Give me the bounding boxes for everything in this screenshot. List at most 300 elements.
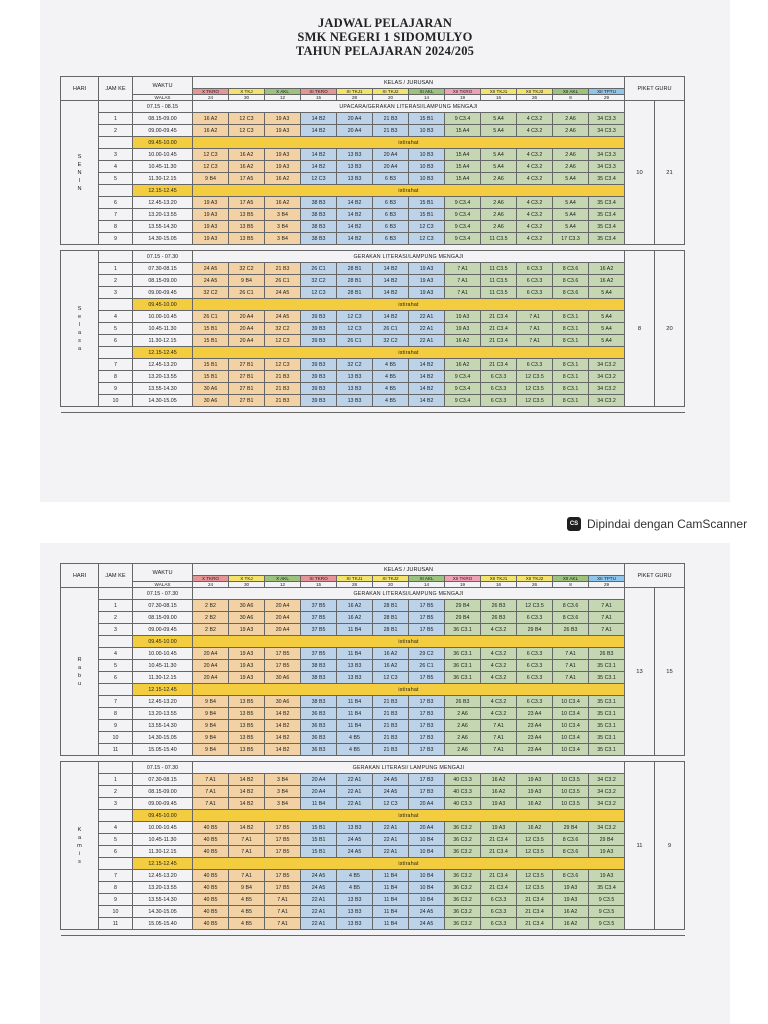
subject-cell: 36 B3 xyxy=(301,732,337,744)
walas-cell: 15 xyxy=(301,95,337,101)
class-name-cell: XII TKJ2 xyxy=(517,89,553,95)
waktu-cell: 11.30-12.15 xyxy=(133,672,193,684)
subject-cell: 6 C3.3 xyxy=(481,918,517,930)
class-name-cell: XI TKJ2 xyxy=(373,576,409,582)
subject-cell: 7 A1 xyxy=(481,732,517,744)
schedule-row xyxy=(61,197,685,209)
subject-cell: 19 A3 xyxy=(193,221,229,233)
subject-cell: 3 B4 xyxy=(265,798,301,810)
waktu-cell: 15.05-15.40 xyxy=(133,744,193,756)
subject-cell: 26 B3 xyxy=(553,624,589,636)
jam-ke-cell: 4 xyxy=(99,311,133,323)
waktu-cell: 10.45-11.30 xyxy=(133,323,193,335)
subject-cell: 29 B4 xyxy=(589,834,625,846)
subject-cell: 20 A4 xyxy=(193,660,229,672)
walas-cell: 16 xyxy=(481,95,517,101)
subject-cell: 24 A5 xyxy=(409,918,445,930)
schedule-page-2 xyxy=(40,543,730,1024)
subject-cell: 40 B5 xyxy=(193,894,229,906)
subject-cell: 11 B4 xyxy=(373,894,409,906)
class-name-cell: X AKL xyxy=(265,576,301,582)
subject-cell: 7 A1 xyxy=(445,287,481,299)
jam-ke-cell: 3 xyxy=(99,287,133,299)
subject-cell: 5 A4 xyxy=(589,323,625,335)
class-name-cell: XI TKJ1 xyxy=(337,89,373,95)
subject-cell: 19 A3 xyxy=(589,846,625,858)
subject-cell: 10 B4 xyxy=(409,882,445,894)
subject-cell: 23 A4 xyxy=(517,732,553,744)
subject-cell: 16 A2 xyxy=(553,906,589,918)
title-line-1: JADWAL PELAJARAN xyxy=(317,16,453,30)
subject-cell: 8 C3.6 xyxy=(553,846,589,858)
subject-cell: 21 C3.4 xyxy=(517,894,553,906)
subject-cell: 4 B5 xyxy=(229,918,265,930)
subject-cell: 14 B2 xyxy=(337,197,373,209)
subject-cell: 38 B3 xyxy=(301,233,337,245)
subject-cell: 11 B4 xyxy=(337,696,373,708)
subject-cell: 19 A3 xyxy=(409,263,445,275)
subject-cell: 6 C3.3 xyxy=(517,696,553,708)
subject-cell: 12 C3 xyxy=(193,161,229,173)
schedule-row xyxy=(61,395,685,407)
subject-cell: 3 B4 xyxy=(265,233,301,245)
subject-cell: 24 A5 xyxy=(337,846,373,858)
jam-ke-cell xyxy=(99,684,133,696)
subject-cell: 28 B1 xyxy=(373,624,409,636)
subject-cell: 8 C3.1 xyxy=(553,395,589,407)
jam-ke-cell xyxy=(99,101,133,113)
jam-ke-cell: 8 xyxy=(99,708,133,720)
subject-cell: 19 A3 xyxy=(517,774,553,786)
jam-ke-cell: 3 xyxy=(99,798,133,810)
subject-cell: 4 C3.2 xyxy=(517,197,553,209)
subject-cell: 5 A4 xyxy=(481,161,517,173)
subject-cell: 17 B5 xyxy=(265,870,301,882)
subject-cell: 9 C3.4 xyxy=(445,383,481,395)
subject-cell: 15 B1 xyxy=(409,197,445,209)
waktu-cell: 08.15-09.00 xyxy=(133,612,193,624)
subject-cell: 13 B3 xyxy=(337,383,373,395)
schedule-row xyxy=(61,371,685,383)
subject-cell: 6 C3.3 xyxy=(481,894,517,906)
waktu-cell: 08.15-09.00 xyxy=(133,275,193,287)
subject-cell: 7 A1 xyxy=(553,672,589,684)
subject-cell: 2 B2 xyxy=(193,600,229,612)
schedule-row xyxy=(61,335,685,347)
subject-cell: 15 B1 xyxy=(193,323,229,335)
subject-cell: 39 B3 xyxy=(301,335,337,347)
subject-cell: 19 A3 xyxy=(409,287,445,299)
walas-cell: 28 xyxy=(337,582,373,588)
waktu-cell: 07.30-08.15 xyxy=(133,774,193,786)
class-name-cell: XII AKL xyxy=(553,576,589,582)
subject-cell: 17 B5 xyxy=(265,882,301,894)
subject-cell: 4 C3.2 xyxy=(481,708,517,720)
subject-cell: 13 B3 xyxy=(337,672,373,684)
subject-cell: 21 B3 xyxy=(373,113,409,125)
subject-cell: 9 B4 xyxy=(193,708,229,720)
class-name-cell: X TKJ xyxy=(229,576,265,582)
jam-ke-cell: 2 xyxy=(99,275,133,287)
schedule-row xyxy=(61,149,685,161)
subject-cell: 16 A2 xyxy=(517,822,553,834)
schedule-row xyxy=(61,311,685,323)
subject-cell: 36 C3.2 xyxy=(445,894,481,906)
subject-cell: 14 B2 xyxy=(265,732,301,744)
subject-cell: 2 A6 xyxy=(445,732,481,744)
jam-ke-cell: 10 xyxy=(99,732,133,744)
subject-cell: 35 C3.4 xyxy=(589,221,625,233)
subject-cell: 6 C3.3 xyxy=(517,612,553,624)
subject-cell: 19 A3 xyxy=(229,672,265,684)
subject-cell: 21 C3.4 xyxy=(481,323,517,335)
jam-ke-cell: 7 xyxy=(99,870,133,882)
subject-cell: 17 B5 xyxy=(265,846,301,858)
class-name-cell: XII TKRO xyxy=(445,89,481,95)
subject-cell: 8 C3.6 xyxy=(553,600,589,612)
subject-cell: 6 B3 xyxy=(373,209,409,221)
jam-ke-cell: 5 xyxy=(99,660,133,672)
header-walas: WALAS xyxy=(133,95,193,101)
subject-cell: 21 B3 xyxy=(265,383,301,395)
subject-cell: 11 C3.5 xyxy=(481,263,517,275)
waktu-cell: 11.30-12.15 xyxy=(133,846,193,858)
subject-cell: 6 C3.3 xyxy=(517,660,553,672)
subject-cell: 16 A2 xyxy=(481,786,517,798)
subject-cell: 17 B3 xyxy=(409,786,445,798)
subject-cell: 24 A5 xyxy=(265,287,301,299)
subject-cell: 17 B3 xyxy=(409,696,445,708)
schedule-row xyxy=(61,383,685,395)
subject-cell: 10 C3.4 xyxy=(553,732,589,744)
subject-cell: 20 A4 xyxy=(337,125,373,137)
activity-row: GERAKAN LITERASI/LAMPUNG MENGAJI xyxy=(193,251,625,263)
schedule-row xyxy=(61,906,685,918)
subject-cell: 4 B5 xyxy=(373,395,409,407)
subject-cell: 15 A4 xyxy=(445,125,481,137)
walas-cell: 12 xyxy=(265,582,301,588)
subject-cell: 32 C2 xyxy=(229,263,265,275)
subject-cell: 14 B2 xyxy=(337,221,373,233)
subject-cell: 6 B3 xyxy=(373,233,409,245)
subject-cell: 29 B4 xyxy=(445,612,481,624)
subject-cell: 9 C3.4 xyxy=(445,209,481,221)
activity-row: UPACARA/GERAKAN LITERASI/LAMPUNG MENGAJI xyxy=(193,101,625,113)
waktu-cell: 09.00-09.45 xyxy=(133,125,193,137)
subject-cell: 35 C3.4 xyxy=(589,209,625,221)
subject-cell: 17 B3 xyxy=(409,708,445,720)
subject-cell: 21 C3.4 xyxy=(481,846,517,858)
waktu-cell: 14.30-15.05 xyxy=(133,732,193,744)
subject-cell: 13 B5 xyxy=(229,233,265,245)
subject-cell: 12 C3.5 xyxy=(517,882,553,894)
subject-cell: 13 B5 xyxy=(229,708,265,720)
waktu-cell: 09.45-10.00 xyxy=(133,299,193,311)
jam-ke-cell: 8 xyxy=(99,371,133,383)
subject-cell: 19 A3 xyxy=(193,197,229,209)
schedule-row xyxy=(61,323,685,335)
subject-cell: 20 A4 xyxy=(301,786,337,798)
subject-cell: 14 B2 xyxy=(373,311,409,323)
subject-cell: 40 C3.3 xyxy=(445,774,481,786)
subject-cell: 38 B3 xyxy=(301,197,337,209)
subject-cell: 13 B5 xyxy=(229,744,265,756)
subject-cell: 20 A4 xyxy=(265,624,301,636)
subject-cell: 8 C3.6 xyxy=(553,834,589,846)
subject-cell: 8 C3.6 xyxy=(553,870,589,882)
subject-cell: 17 B3 xyxy=(409,744,445,756)
subject-cell: 5 A4 xyxy=(553,209,589,221)
subject-cell: 28 B1 xyxy=(337,263,373,275)
subject-cell: 8 C3.1 xyxy=(553,359,589,371)
subject-cell: 17 B3 xyxy=(409,774,445,786)
subject-cell: 20 A4 xyxy=(373,161,409,173)
subject-cell: 6 B3 xyxy=(373,197,409,209)
subject-cell: 10 C3.5 xyxy=(553,774,589,786)
waktu-cell: 12.45-13.20 xyxy=(133,359,193,371)
subject-cell: 4 B5 xyxy=(229,906,265,918)
subject-cell: 12 C3.5 xyxy=(517,395,553,407)
waktu-cell: 09.00-09.45 xyxy=(133,287,193,299)
subject-cell: 16 A2 xyxy=(229,149,265,161)
subject-cell: 12 C3.5 xyxy=(517,870,553,882)
waktu-cell: 10.45-11.30 xyxy=(133,660,193,672)
subject-cell: 16 A2 xyxy=(229,161,265,173)
subject-cell: 21 B3 xyxy=(265,263,301,275)
subject-cell: 35 C3.1 xyxy=(589,696,625,708)
subject-cell: 19 A3 xyxy=(553,894,589,906)
schedule-row xyxy=(61,672,685,684)
subject-cell: 36 C3.2 xyxy=(445,918,481,930)
subject-cell: 5 A4 xyxy=(553,197,589,209)
subject-cell: 2 A6 xyxy=(445,720,481,732)
subject-cell: 21 C3.4 xyxy=(481,311,517,323)
subject-cell: 6 C3.3 xyxy=(517,275,553,287)
subject-cell: 40 B5 xyxy=(193,834,229,846)
subject-cell: 12 C3.5 xyxy=(517,834,553,846)
subject-cell: 2 A6 xyxy=(481,173,517,185)
subject-cell: 6 C3.3 xyxy=(481,395,517,407)
break-row: istirahat xyxy=(193,299,625,311)
schedule-row xyxy=(61,858,685,870)
subject-cell: 10 B3 xyxy=(409,161,445,173)
schedule-row xyxy=(61,600,685,612)
class-name-cell: XI AKL xyxy=(409,89,445,95)
subject-cell: 9 C3.5 xyxy=(589,906,625,918)
waktu-cell: 15.05-15.40 xyxy=(133,918,193,930)
subject-cell: 5 A4 xyxy=(481,113,517,125)
subject-cell: 16 A2 xyxy=(481,774,517,786)
jam-ke-cell: 7 xyxy=(99,696,133,708)
class-name-cell: X TKJ xyxy=(229,89,265,95)
subject-cell: 14 B2 xyxy=(409,371,445,383)
subject-cell: 21 C3.4 xyxy=(517,906,553,918)
jam-ke-cell: 9 xyxy=(99,233,133,245)
subject-cell: 22 A1 xyxy=(409,311,445,323)
subject-cell: 4 C3.2 xyxy=(481,660,517,672)
schedule-row xyxy=(61,287,685,299)
break-row: istirahat xyxy=(193,185,625,197)
subject-cell: 10 C3.5 xyxy=(553,798,589,810)
subject-cell: 10 B4 xyxy=(409,834,445,846)
waktu-cell: 07.15 - 07.30 xyxy=(133,762,193,774)
subject-cell: 14 B2 xyxy=(409,383,445,395)
subject-cell: 34 C3.2 xyxy=(589,359,625,371)
subject-cell: 20 A4 xyxy=(229,323,265,335)
walas-cell: 19 xyxy=(445,582,481,588)
waktu-cell: 13.20-13.55 xyxy=(133,882,193,894)
waktu-cell: 14.30-15.05 xyxy=(133,906,193,918)
subject-cell: 21 B3 xyxy=(373,696,409,708)
jam-ke-cell: 5 xyxy=(99,323,133,335)
subject-cell: 34 C3.3 xyxy=(589,113,625,125)
subject-cell: 14 B2 xyxy=(373,263,409,275)
schedule-row xyxy=(61,233,685,245)
subject-cell: 14 B2 xyxy=(265,708,301,720)
subject-cell: 22 A1 xyxy=(337,774,373,786)
walas-cell: 12 xyxy=(265,95,301,101)
jam-ke-cell: 2 xyxy=(99,786,133,798)
walas-cell: 14 xyxy=(409,95,445,101)
subject-cell: 17 B5 xyxy=(265,648,301,660)
subject-cell: 21 C3.4 xyxy=(481,335,517,347)
schedule-table xyxy=(60,76,685,413)
subject-cell: 35 C3.4 xyxy=(589,233,625,245)
subject-cell: 27 B1 xyxy=(229,383,265,395)
subject-cell: 35 C3.1 xyxy=(589,672,625,684)
subject-cell: 22 A1 xyxy=(373,822,409,834)
jam-ke-cell: 5 xyxy=(99,173,133,185)
subject-cell: 10 B3 xyxy=(409,173,445,185)
day-name: S E N I N xyxy=(61,101,99,245)
subject-cell: 12 C3 xyxy=(229,125,265,137)
subject-cell: 36 C3.2 xyxy=(445,822,481,834)
subject-cell: 19 A3 xyxy=(265,125,301,137)
subject-cell: 7 A1 xyxy=(553,648,589,660)
header-kelas-jurusan: KELAS / JURUSAN xyxy=(193,564,625,576)
subject-cell: 9 C3.4 xyxy=(445,221,481,233)
walas-cell: 20 xyxy=(373,582,409,588)
subject-cell: 32 C2 xyxy=(265,323,301,335)
subject-cell: 14 B2 xyxy=(229,798,265,810)
waktu-cell: 10.00-10.45 xyxy=(133,149,193,161)
subject-cell: 15 B1 xyxy=(301,846,337,858)
schedule-row xyxy=(61,275,685,287)
subject-cell: 2 B2 xyxy=(193,624,229,636)
subject-cell: 10 C3.4 xyxy=(553,720,589,732)
subject-cell: 21 B3 xyxy=(265,395,301,407)
subject-cell: 7 A1 xyxy=(193,774,229,786)
subject-cell: 4 C3.2 xyxy=(517,113,553,125)
subject-cell: 20 A4 xyxy=(193,648,229,660)
subject-cell: 40 C3.3 xyxy=(445,786,481,798)
piket-count-1: 10 xyxy=(625,101,655,245)
subject-cell: 5 A4 xyxy=(589,287,625,299)
subject-cell: 17 B5 xyxy=(265,822,301,834)
subject-cell: 34 C3.2 xyxy=(589,371,625,383)
subject-cell: 7 A1 xyxy=(589,624,625,636)
subject-cell: 7 A1 xyxy=(229,870,265,882)
jam-ke-cell xyxy=(99,185,133,197)
subject-cell: 9 B4 xyxy=(229,882,265,894)
waktu-cell: 12.45-13.20 xyxy=(133,870,193,882)
subject-cell: 11 B4 xyxy=(337,624,373,636)
subject-cell: 11 B4 xyxy=(373,870,409,882)
subject-cell: 38 B3 xyxy=(301,221,337,233)
subject-cell: 11 B4 xyxy=(373,906,409,918)
subject-cell: 11 B4 xyxy=(337,708,373,720)
schedule-row xyxy=(61,834,685,846)
waktu-cell: 07.15 - 07.30 xyxy=(133,588,193,600)
activity-row: GERAKAN LITERASI/LAMPUNG MENGAJI xyxy=(193,588,625,600)
subject-cell: 2 B2 xyxy=(193,612,229,624)
jam-ke-cell: 5 xyxy=(99,834,133,846)
subject-cell: 5 A4 xyxy=(553,221,589,233)
subject-cell: 7 A1 xyxy=(445,275,481,287)
subject-cell: 7 A1 xyxy=(589,600,625,612)
schedule-row xyxy=(61,221,685,233)
subject-cell: 17 B5 xyxy=(409,612,445,624)
waktu-cell: 13.20-13.55 xyxy=(133,708,193,720)
subject-cell: 13 B3 xyxy=(337,918,373,930)
jam-ke-cell: 1 xyxy=(99,263,133,275)
subject-cell: 36 C3.1 xyxy=(445,672,481,684)
walas-cell: 29 xyxy=(589,582,625,588)
schedule-row xyxy=(61,173,685,185)
subject-cell: 22 A1 xyxy=(337,786,373,798)
subject-cell: 36 C3.2 xyxy=(445,906,481,918)
waktu-cell: 11.30-12.15 xyxy=(133,173,193,185)
class-name-cell: XII TPTU xyxy=(589,576,625,582)
schedule-row xyxy=(61,137,685,149)
subject-cell: 8 C3.1 xyxy=(553,323,589,335)
class-name-cell: XII TKJ1 xyxy=(481,576,517,582)
subject-cell: 10 B4 xyxy=(409,870,445,882)
subject-cell: 7 A1 xyxy=(265,906,301,918)
subject-cell: 21 C3.4 xyxy=(481,882,517,894)
subject-cell: 2 A6 xyxy=(553,161,589,173)
subject-cell: 7 A1 xyxy=(193,798,229,810)
subject-cell: 7 A1 xyxy=(517,323,553,335)
class-name-cell: XII TPTU xyxy=(589,89,625,95)
subject-cell: 35 C3.4 xyxy=(589,882,625,894)
waktu-cell: 09.45-10.00 xyxy=(133,810,193,822)
subject-cell: 8 C3.1 xyxy=(553,383,589,395)
subject-cell: 15 B1 xyxy=(193,359,229,371)
walas-cell: 26 xyxy=(517,95,553,101)
waktu-cell: 07.15 - 08.15 xyxy=(133,101,193,113)
subject-cell: 6 B3 xyxy=(373,221,409,233)
subject-cell: 36 C3.2 xyxy=(445,846,481,858)
header-jam-ke: JAM KE xyxy=(99,77,133,101)
subject-cell: 40 B5 xyxy=(193,882,229,894)
jam-ke-cell: 1 xyxy=(99,774,133,786)
subject-cell: 10 B4 xyxy=(409,846,445,858)
subject-cell: 35 C3.1 xyxy=(589,660,625,672)
title-line-2: SMK NEGERI 1 SIDOMULYO xyxy=(297,30,473,44)
class-name-cell: XI TKRO xyxy=(301,89,337,95)
subject-cell: 39 B3 xyxy=(301,323,337,335)
subject-cell: 12 C3 xyxy=(373,798,409,810)
subject-cell: 14 B2 xyxy=(301,161,337,173)
subject-cell: 24 A5 xyxy=(193,275,229,287)
subject-cell: 15 B1 xyxy=(409,209,445,221)
waktu-cell: 12.45-13.20 xyxy=(133,696,193,708)
day-name: K a m i s xyxy=(61,762,99,930)
piket-count-2: 9 xyxy=(655,762,685,930)
subject-cell: 30 A6 xyxy=(193,395,229,407)
subject-cell: 7 A1 xyxy=(481,744,517,756)
